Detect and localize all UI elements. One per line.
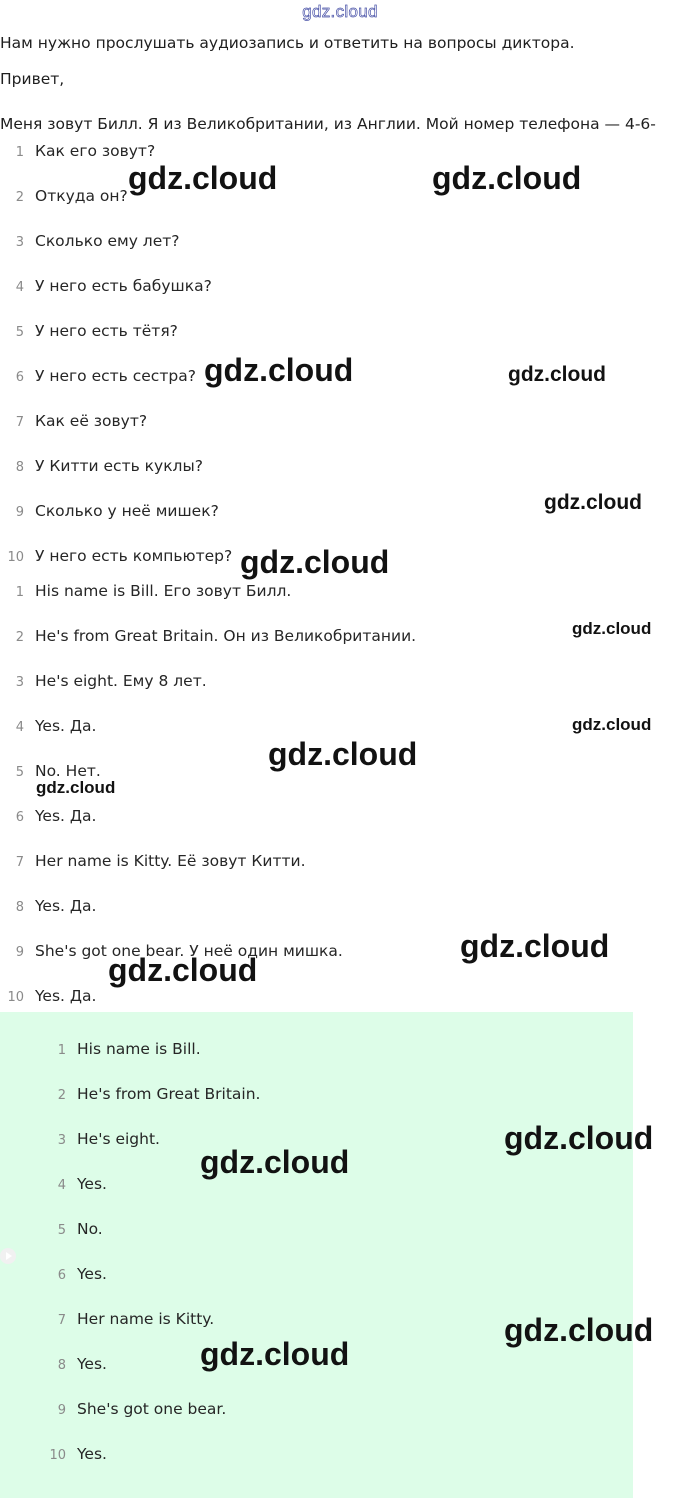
list-item <box>0 1082 260 1106</box>
item-text: His name is Bill. Его зовут Билл. <box>35 582 292 600</box>
item-text: No. <box>77 1220 103 1238</box>
watermark: gdz.cloud <box>204 352 354 388</box>
item-text: Как её зовут? <box>35 412 148 430</box>
item-number: 7 <box>15 415 24 430</box>
list-item <box>0 1397 226 1421</box>
item-text: His name is Bill. <box>77 1040 201 1058</box>
watermark: gdz.cloud <box>504 1120 654 1156</box>
item-text: She's got one bear. <box>77 1400 227 1418</box>
item-text: He's eight. <box>77 1130 160 1148</box>
item-text: Yes. Да. <box>35 717 97 735</box>
list-item <box>0 579 291 603</box>
item-text: Her name is Kitty. Её зовут Китти. <box>35 852 306 870</box>
watermark: gdz.cloud <box>508 363 606 386</box>
item-text: He's eight. Ему 8 лет. <box>35 672 207 690</box>
list-item <box>0 274 212 298</box>
list-item <box>0 894 96 918</box>
item-text: Yes. <box>77 1445 107 1463</box>
watermark: gdz.cloud <box>544 491 642 514</box>
list-item <box>0 229 180 253</box>
list-item <box>0 804 96 828</box>
list-item <box>0 984 96 1008</box>
item-text: Откуда он? <box>35 187 128 205</box>
item-number: 10 <box>49 1448 66 1463</box>
site-logo[interactable]: gdz.cloud <box>302 2 378 21</box>
item-number: 3 <box>57 1133 66 1148</box>
item-number: 6 <box>15 370 24 385</box>
list-item <box>0 319 178 343</box>
item-number: 4 <box>15 280 24 295</box>
item-number: 9 <box>57 1403 66 1418</box>
list-item <box>0 499 219 523</box>
list-item <box>0 409 147 433</box>
item-text: У него есть компьютер? <box>35 547 233 565</box>
item-text: Как его зовут? <box>35 142 156 160</box>
list-item <box>0 1352 107 1376</box>
watermark: gdz.cloud <box>504 1312 654 1348</box>
item-number: 9 <box>15 945 24 960</box>
item-number: 8 <box>57 1358 66 1373</box>
item-number: 7 <box>57 1313 66 1328</box>
item-text: He's from Great Britain. <box>77 1085 261 1103</box>
item-text: У него есть бабушка? <box>35 277 212 295</box>
item-number: 3 <box>15 235 24 250</box>
item-text: Yes. Да. <box>35 807 97 825</box>
watermark: gdz.cloud <box>200 1144 350 1180</box>
item-text: Сколько у неё мишек? <box>35 502 219 520</box>
item-number: 6 <box>57 1268 66 1283</box>
watermark: gdz.cloud <box>460 928 610 964</box>
item-text: Her name is Kitty. <box>77 1310 215 1328</box>
item-text: Yes. Да. <box>35 987 97 1005</box>
item-number: 10 <box>7 990 24 1005</box>
watermark: gdz.cloud <box>240 544 390 580</box>
item-text: Yes. <box>77 1265 107 1283</box>
item-text: Yes. <box>77 1355 107 1373</box>
watermark: gdz.cloud <box>432 160 582 196</box>
list-item <box>0 544 232 568</box>
task-text: Нам нужно прослушать аудиозапись и ответить на вопросы диктора. <box>0 34 575 52</box>
list-item <box>0 1037 201 1061</box>
watermark: gdz.cloud <box>572 715 652 734</box>
item-number: 4 <box>57 1178 66 1193</box>
item-number: 5 <box>15 325 24 340</box>
item-number: 10 <box>7 550 24 565</box>
greeting-text: Привет, <box>0 70 65 88</box>
item-text: Yes. Да. <box>35 897 97 915</box>
item-text: No. Нет. <box>35 762 101 780</box>
answers-panel <box>0 1012 633 1498</box>
watermark: gdz.cloud <box>108 952 258 988</box>
item-text: Yes. <box>77 1175 107 1193</box>
item-number: 8 <box>15 900 24 915</box>
item-number: 1 <box>15 585 24 600</box>
item-number: 4 <box>15 720 24 735</box>
watermark: gdz.cloud <box>572 619 652 638</box>
item-number: 6 <box>15 810 24 825</box>
list-item <box>0 1172 107 1196</box>
item-number: 2 <box>15 630 24 645</box>
audio-transcript-text: Меня зовут Билл. Я из Великобритании, из Англии. Мой номер телефона — 4-6- <box>0 115 656 133</box>
item-text: У Китти есть куклы? <box>35 457 203 475</box>
list-item <box>0 1127 160 1151</box>
list-item <box>0 714 96 738</box>
list-item <box>0 454 203 478</box>
item-text: She's got one bear. У неё один мишка. <box>35 942 343 960</box>
list-item <box>0 669 207 693</box>
item-number: 8 <box>15 460 24 475</box>
item-text: He's from Great Britain. Он из Великобритании. <box>35 627 417 645</box>
play-icon[interactable] <box>0 1246 20 1266</box>
list-item <box>0 184 128 208</box>
item-number: 2 <box>57 1088 66 1103</box>
watermark: gdz.cloud <box>200 1336 350 1372</box>
list-item <box>0 624 416 648</box>
item-number: 5 <box>57 1223 66 1238</box>
item-text: Сколько ему лет? <box>35 232 180 250</box>
list-item <box>0 1217 103 1241</box>
item-number: 9 <box>15 505 24 520</box>
item-number: 5 <box>15 765 24 780</box>
item-number: 7 <box>15 855 24 870</box>
item-text: У него есть сестра? <box>35 367 196 385</box>
watermark: gdz.cloud <box>268 736 418 772</box>
list-item <box>0 364 196 388</box>
list-item <box>0 1307 214 1331</box>
watermark: gdz.cloud <box>128 160 278 196</box>
item-number: 1 <box>57 1043 66 1058</box>
item-text: У него есть тётя? <box>35 322 178 340</box>
item-number: 2 <box>15 190 24 205</box>
item-number: 1 <box>15 145 24 160</box>
list-item <box>0 849 306 873</box>
watermark: gdz.cloud <box>36 778 116 797</box>
list-item <box>0 1442 107 1466</box>
item-number: 3 <box>15 675 24 690</box>
